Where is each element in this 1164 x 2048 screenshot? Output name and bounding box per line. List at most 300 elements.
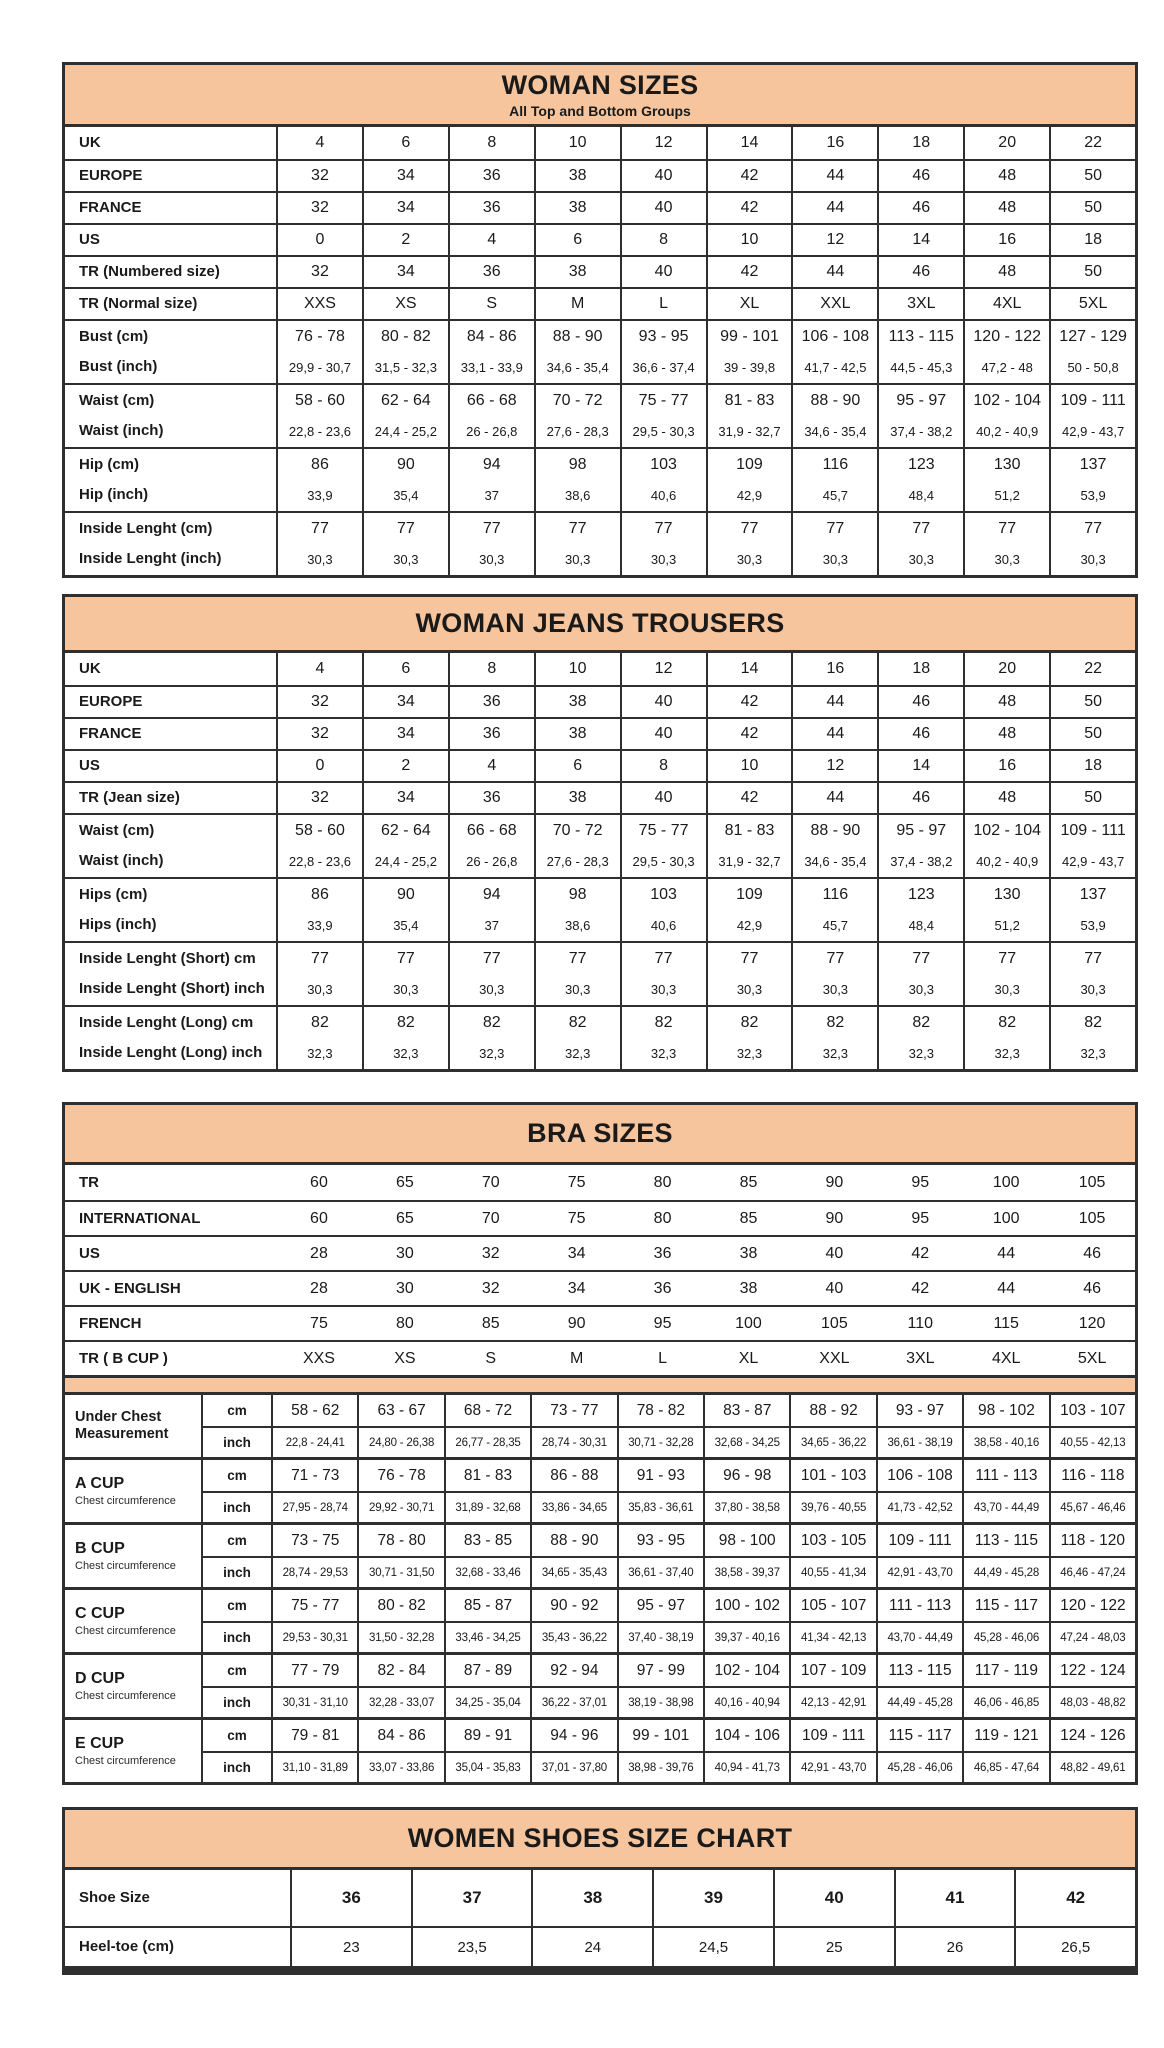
bra-row [65, 1165, 1135, 1200]
value-inch: 24,4 - 25,2 [374, 854, 437, 869]
value-text: 16 [826, 134, 845, 151]
value-text: 4 [315, 660, 325, 677]
bra-value: 70 [481, 1209, 500, 1227]
value-cell [534, 653, 620, 685]
value-cell [877, 449, 963, 511]
value-cell [877, 879, 963, 941]
value-cell [706, 193, 792, 223]
value-inch: 32,3 [565, 1046, 591, 1061]
value-cell [791, 879, 877, 941]
value-text: 4 [487, 757, 497, 774]
value-inch: 40,6 [650, 488, 677, 503]
value-inch: 44,5 - 45,3 [890, 360, 953, 375]
value-cell [362, 751, 448, 781]
value-cell [1049, 193, 1135, 223]
value-text: 20 [998, 660, 1017, 677]
value-text: 14 [912, 231, 931, 248]
value-inch: 48,4 [908, 488, 934, 503]
value-text: 24 [584, 1938, 602, 1956]
cup-value: 107 - 109 [789, 1655, 875, 1686]
value-inch: 34,6 - 35,4 [804, 424, 867, 439]
value-text: 8 [659, 231, 669, 248]
value-inch: 31,9 - 32,7 [718, 424, 781, 439]
value-text: XL [739, 295, 760, 312]
cup-value: 28,74 - 30,31 [530, 1428, 616, 1457]
woman-jeans-trousers-header [65, 597, 1135, 653]
value-text: 44 [826, 199, 845, 216]
bra-value: 32 [481, 1244, 500, 1262]
value-text: 16 [826, 660, 845, 677]
value-text: 10 [568, 134, 587, 151]
value-cm: 123 [907, 455, 935, 473]
cup-label [65, 1590, 201, 1652]
value-text: 25 [825, 1938, 843, 1956]
value-inch: 40,2 - 40,9 [976, 854, 1039, 869]
value-inch: 48,4 [908, 918, 934, 933]
bra-value: 65 [395, 1209, 414, 1227]
table-row [65, 685, 1135, 717]
value-text: 50 [1084, 167, 1102, 184]
cup-value: 36,61 - 37,40 [617, 1558, 703, 1587]
value-inch: 22,8 - 23,6 [288, 854, 352, 869]
value-cm: 77 [1084, 949, 1102, 967]
value-inch: 22,8 - 23,6 [288, 424, 352, 439]
bra-value: 75 [567, 1209, 586, 1227]
row-label-line: Waist (cm) [79, 822, 155, 839]
value-text: XXS [303, 295, 336, 312]
value-cell [276, 653, 362, 685]
bra-cup-group [65, 1522, 1135, 1587]
value-cm: 77 [826, 949, 845, 967]
value-cell [448, 815, 534, 877]
value-inch: 26 - 26,8 [466, 854, 518, 869]
table-row [65, 877, 1135, 941]
value-cell [276, 321, 362, 383]
bra-value: 75 [567, 1173, 586, 1191]
value-cell [276, 127, 362, 159]
value-cell [1049, 289, 1135, 319]
unit-label: cm [201, 1655, 271, 1686]
row-label [65, 161, 276, 191]
value-cell [1049, 815, 1135, 877]
value-cell [276, 225, 362, 255]
cup-value: 31,10 - 31,89 [271, 1753, 357, 1782]
cup-value: 42,13 - 42,91 [789, 1688, 875, 1717]
cup-value: 100 - 102 [703, 1590, 789, 1621]
cup-value: 46,46 - 47,24 [1049, 1558, 1135, 1587]
bra-value: 28 [310, 1279, 328, 1297]
value-cell [1049, 513, 1135, 575]
value-text: 32 [311, 263, 329, 280]
value-inch: 51,2 [994, 488, 1020, 503]
row-label-line: Inside Lenght (Long) cm [79, 1014, 254, 1031]
bra-value: 85 [739, 1209, 758, 1227]
value-cell [1049, 687, 1135, 717]
value-cell [1049, 225, 1135, 255]
value-cell [706, 321, 792, 383]
value-cell [963, 879, 1049, 941]
value-inch: 32,3 [479, 1046, 505, 1061]
value-text: 40 [654, 199, 673, 216]
value-cell [534, 687, 620, 717]
value-inch: 32,3 [994, 1046, 1020, 1061]
cup-row [201, 1395, 1135, 1426]
value-cell [448, 687, 534, 717]
value-cell [791, 193, 877, 223]
cup-value: 102 - 104 [703, 1655, 789, 1686]
bra-value: 42 [911, 1279, 930, 1297]
value-cm: 98 [568, 885, 587, 903]
value-cell [1014, 1870, 1135, 1926]
row-label [65, 225, 276, 255]
unit-label: cm [201, 1590, 271, 1621]
value-cm: 82 [826, 1013, 845, 1031]
value-cell [877, 193, 963, 223]
cup-value: 38,19 - 38,98 [617, 1688, 703, 1717]
value-inch: 31,9 - 32,7 [718, 854, 781, 869]
value-cell [1049, 127, 1135, 159]
cup-value: 99 - 101 [617, 1720, 703, 1751]
value-text: 32 [311, 167, 329, 184]
cup-label-sub: Chest circumference [75, 1624, 176, 1637]
value-text: 42 [740, 167, 759, 184]
value-cell [1014, 1928, 1135, 1966]
value-cell [276, 513, 362, 575]
bra-value: 32 [481, 1279, 500, 1297]
value-inch: 36,6 - 37,4 [632, 360, 695, 375]
value-cell [534, 127, 620, 159]
bra-value: 80 [395, 1314, 414, 1332]
bra-value: 36 [653, 1244, 672, 1262]
value-cm: 82 [311, 1013, 329, 1031]
cup-value: 40,16 - 40,94 [703, 1688, 789, 1717]
row-label-line: EUROPE [79, 166, 143, 184]
bra-value: XXL [819, 1349, 850, 1367]
row-label [65, 1928, 290, 1966]
value-cell [411, 1870, 532, 1926]
cup-value: 33,86 - 34,65 [530, 1493, 616, 1522]
value-cell [877, 943, 963, 1005]
value-cell [791, 385, 877, 447]
table-row [65, 1870, 1135, 1926]
value-cell [963, 751, 1049, 781]
value-cell [791, 815, 877, 877]
value-text: 23 [343, 1938, 360, 1956]
bra-cup-group [65, 1587, 1135, 1652]
value-cell [1049, 449, 1135, 511]
value-cm: 77 [568, 519, 587, 537]
value-cell [652, 1870, 773, 1926]
cup-label-sub: Measurement [75, 1426, 169, 1442]
value-cm: 109 [736, 885, 763, 903]
value-inch: 29,5 - 30,3 [632, 424, 695, 439]
value-cell [448, 385, 534, 447]
row-label [65, 815, 276, 877]
value-cell [791, 687, 877, 717]
value-cell [362, 653, 448, 685]
value-cell [276, 1007, 362, 1069]
cup-label-sub: Chest circumference [75, 1689, 176, 1702]
value-cell [620, 783, 706, 813]
bra-value: 4XL [991, 1349, 1021, 1367]
value-cell [706, 783, 792, 813]
bra-value: 60 [310, 1173, 328, 1191]
value-text: 32 [311, 725, 329, 742]
value-cell [276, 879, 362, 941]
cup-value: 44,49 - 45,28 [876, 1688, 962, 1717]
value-cell [534, 321, 620, 383]
value-cell [963, 161, 1049, 191]
cup-value: 86 - 88 [530, 1460, 616, 1491]
table-row [65, 749, 1135, 781]
cup-row [201, 1525, 1135, 1556]
table-row [65, 717, 1135, 749]
cup-value: 115 - 117 [962, 1590, 1048, 1621]
value-text: 8 [487, 660, 497, 677]
value-text: 50 [1084, 789, 1102, 806]
value-cell [448, 751, 534, 781]
value-cm: 109 - 111 [1060, 391, 1126, 409]
value-cell [963, 257, 1049, 287]
value-text: 38 [568, 789, 587, 806]
row-label-line: Bust (inch) [79, 357, 158, 375]
cup-value: 68 - 72 [444, 1395, 530, 1426]
cup-value: 84 - 86 [357, 1720, 443, 1751]
bra-sizes-table [62, 1102, 1138, 1785]
value-inch: 42,9 - 43,7 [1062, 854, 1125, 869]
value-inch: 24,4 - 25,2 [374, 424, 437, 439]
cup-value: 93 - 97 [876, 1395, 962, 1426]
bra-value: 95 [911, 1173, 930, 1191]
cup-value: 29,92 - 30,71 [357, 1493, 443, 1522]
table-row [65, 653, 1135, 685]
value-cm: 109 [736, 455, 763, 473]
woman-sizes-subtitle: All Top and Bottom Groups [509, 103, 691, 119]
bra-value: 36 [653, 1279, 672, 1297]
row-label-line: UK [79, 133, 101, 151]
bra-value: XL [738, 1349, 759, 1367]
row-label-line: Heel-toe (cm) [79, 1937, 175, 1955]
value-text: 14 [740, 134, 759, 151]
value-inch: 30,3 [393, 552, 419, 567]
value-cell [706, 161, 792, 191]
cup-value: 95 - 97 [617, 1590, 703, 1621]
value-cm: 77 [1084, 519, 1102, 537]
value-cell [362, 225, 448, 255]
value-cm: 103 [650, 885, 677, 903]
cup-value: 106 - 108 [876, 1460, 962, 1491]
cup-value: 97 - 99 [617, 1655, 703, 1686]
value-text: 8 [487, 134, 497, 151]
value-cell [706, 751, 792, 781]
row-label-line: US [79, 230, 100, 248]
value-cell [448, 943, 534, 1005]
cup-value: 83 - 85 [444, 1525, 530, 1556]
value-cell [963, 385, 1049, 447]
row-label-line: TR (Numbered size) [79, 262, 220, 280]
value-text: 44 [826, 789, 845, 806]
table-row [65, 813, 1135, 877]
bra-value: L [658, 1349, 668, 1367]
value-text: 22 [1084, 660, 1102, 677]
value-cell [448, 257, 534, 287]
value-text: 3XL [907, 295, 936, 312]
value-cm: 88 - 90 [552, 327, 603, 345]
cup-value: 104 - 106 [703, 1720, 789, 1751]
value-inch: 30,3 [908, 982, 934, 997]
table-row [65, 1926, 1135, 1966]
value-cell [276, 193, 362, 223]
value-cell [620, 653, 706, 685]
bra-value: 90 [825, 1173, 844, 1191]
value-inch: 35,4 [393, 918, 419, 933]
row-label-line: Shoe Size [79, 1888, 150, 1906]
bra-value: 60 [310, 1209, 328, 1227]
value-cell [620, 289, 706, 319]
row-label-line: Waist (inch) [79, 421, 164, 439]
value-cell [963, 719, 1049, 749]
value-cell [773, 1928, 894, 1966]
value-inch: 38,6 [565, 488, 591, 503]
table-row [65, 255, 1135, 287]
unit-label: cm [201, 1460, 271, 1491]
cup-value: 39,37 - 40,16 [703, 1623, 789, 1652]
value-cm: 76 - 78 [295, 327, 345, 345]
bra-row-label: INTERNATIONAL [79, 1210, 201, 1227]
woman-sizes-title: WOMAN SIZES [501, 70, 699, 100]
value-cm: 77 [482, 519, 501, 537]
bra-value: 100 [735, 1314, 762, 1332]
row-label-line: Hip (inch) [79, 485, 149, 503]
value-cell [963, 815, 1049, 877]
value-inch: 41,7 - 42,5 [804, 360, 867, 375]
cup-value: 42,91 - 43,70 [876, 1558, 962, 1587]
bra-value: 40 [825, 1279, 844, 1297]
value-text: 38 [568, 693, 587, 710]
value-cell [877, 225, 963, 255]
value-cell [534, 513, 620, 575]
value-cm: 94 [482, 885, 501, 903]
cup-value: 38,58 - 39,37 [703, 1558, 789, 1587]
bra-row-label: TR ( B CUP ) [79, 1350, 168, 1367]
cup-value: 81 - 83 [444, 1460, 530, 1491]
value-cm: 82 [740, 1013, 759, 1031]
bra-cup-rows [65, 1395, 1135, 1782]
value-cell [534, 449, 620, 511]
value-cell [362, 289, 448, 319]
value-text: 38 [568, 199, 587, 216]
value-text: XS [395, 295, 417, 312]
value-text: 46 [912, 693, 931, 710]
value-inch: 32,3 [736, 1046, 763, 1061]
women-shoes-table [62, 1807, 1138, 1975]
cup-value: 27,95 - 28,74 [271, 1493, 357, 1522]
cup-label-main: D CUP [75, 1670, 125, 1688]
cup-row [201, 1621, 1135, 1652]
value-text: 46 [912, 199, 931, 216]
cup-label-sub: Chest circumference [75, 1494, 176, 1507]
bra-value: 40 [825, 1244, 844, 1262]
value-cm: 80 - 82 [380, 327, 431, 345]
value-cm: 77 [654, 949, 673, 967]
value-cm: 99 - 101 [720, 327, 779, 345]
value-inch: 32,3 [393, 1046, 419, 1061]
value-cell [620, 815, 706, 877]
value-cell [963, 289, 1049, 319]
cup-value: 24,80 - 26,38 [357, 1428, 443, 1457]
cup-label-main: C CUP [75, 1605, 125, 1623]
cup-value: 35,04 - 35,83 [444, 1753, 530, 1782]
value-cell [1049, 751, 1135, 781]
value-text: 8 [659, 757, 669, 774]
value-inch: 39 - 39,8 [723, 360, 776, 375]
bra-cup-group [65, 1717, 1135, 1782]
value-cell [1049, 879, 1135, 941]
value-cm: 77 [998, 949, 1017, 967]
value-cell [362, 193, 448, 223]
cup-value: 45,28 - 46,06 [876, 1753, 962, 1782]
cup-value: 32,28 - 33,07 [357, 1688, 443, 1717]
unit-label: inch [201, 1753, 271, 1782]
cup-value: 87 - 89 [444, 1655, 530, 1686]
value-cell [448, 193, 534, 223]
cup-value: 93 - 95 [617, 1525, 703, 1556]
value-cell [534, 783, 620, 813]
value-text: 23,5 [457, 1938, 487, 1956]
bra-row [65, 1305, 1135, 1340]
value-cm: 82 [568, 1013, 587, 1031]
value-cm: 116 [822, 455, 849, 473]
cup-value: 101 - 103 [789, 1460, 875, 1491]
value-text: 48 [998, 725, 1017, 742]
woman-sizes-body [65, 127, 1135, 575]
value-text: 18 [1084, 757, 1102, 774]
value-cm: 77 [912, 519, 931, 537]
value-text: 36 [482, 263, 501, 280]
value-cell [448, 161, 534, 191]
value-inch: 30,3 [307, 552, 333, 567]
value-cell [620, 687, 706, 717]
woman-jeans-trousers-body [65, 653, 1135, 1069]
cup-value: 117 - 119 [962, 1655, 1048, 1686]
row-label-line: EUROPE [79, 692, 143, 710]
value-text: 34 [396, 199, 415, 216]
cup-value: 47,24 - 48,03 [1049, 1623, 1135, 1652]
value-cm: 130 [993, 885, 1021, 903]
table-row [65, 223, 1135, 255]
row-label-line: UK [79, 659, 101, 677]
value-cell [276, 687, 362, 717]
cup-value: 26,77 - 28,35 [444, 1428, 530, 1457]
value-inch: 35,4 [393, 488, 419, 503]
cup-value: 78 - 82 [617, 1395, 703, 1426]
value-cell [620, 257, 706, 287]
unit-label: cm [201, 1395, 271, 1426]
value-text: 42 [740, 263, 759, 280]
cup-value: 38,58 - 40,16 [962, 1428, 1048, 1457]
value-cell [362, 161, 448, 191]
cup-value: 116 - 118 [1049, 1460, 1135, 1491]
cup-value: 32,68 - 33,46 [444, 1558, 530, 1587]
cup-value: 94 - 96 [530, 1720, 616, 1751]
value-cm: 66 - 68 [466, 821, 517, 839]
value-text: 40 [654, 693, 673, 710]
cup-value: 34,25 - 35,04 [444, 1688, 530, 1717]
value-cm: 62 - 64 [380, 391, 431, 409]
value-inch: 40,2 - 40,9 [976, 424, 1039, 439]
bra-cup-group [65, 1395, 1135, 1457]
cup-value: 63 - 67 [357, 1395, 443, 1426]
